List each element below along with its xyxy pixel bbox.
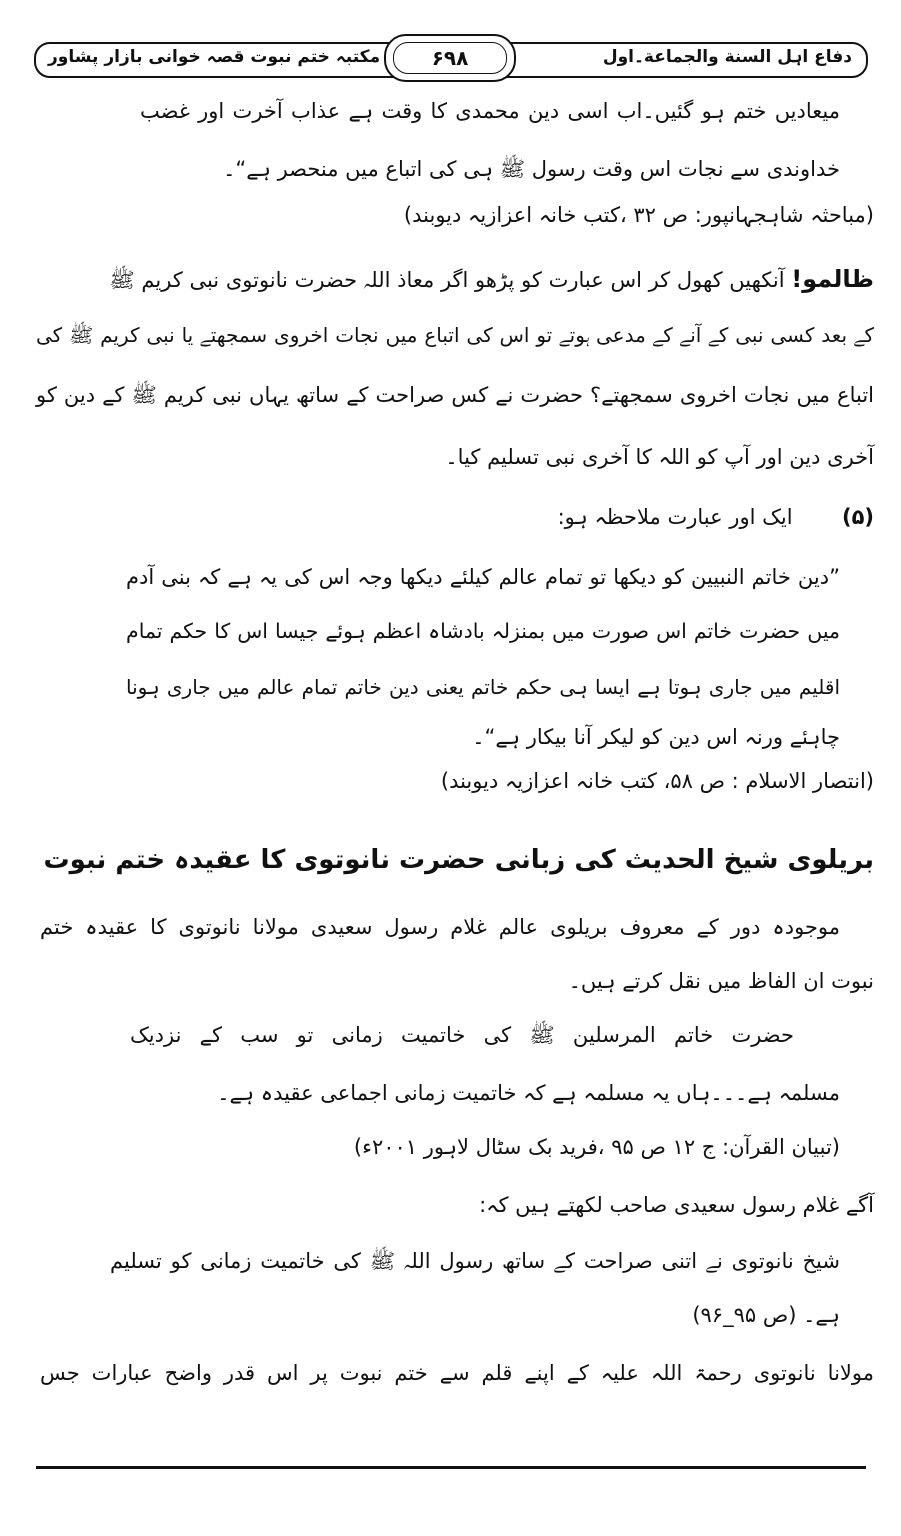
citation: (انتصار الاسلام : ص ۵۸، کتب خانہ اعزازیہ دیوبند) [440,769,874,793]
text-line: میعادیں ختم ہو گئیں۔اب اسی دین محمدی کا وقت ہے عذاب آخرت اور غضب [140,99,840,123]
text-segment: آنکھیں کھول کر اس عبارت کو پڑھو اگر معاذ اللہ حضرت نانوتوی نبی کریم ﷺ [109,268,785,292]
quote-line: مسلمہ ہے۔۔۔ہاں یہ مسلمہ ہے کہ خاتمیت زمانی اجماعی عقیدہ ہے۔ [217,1081,840,1105]
quote-line: شیخ نانوتوی نے اتنی صراحت کے ساتھ رسول اللہ ﷺ کی خاتمیت زمانی کو تسلیم [110,1249,840,1273]
quote-line: حضرت خاتم المرسلین ﷺ کی خاتمیت زمانی تو سب کے نزدیک [130,1023,794,1047]
quote-line: اقلیم میں جاری ہوتا ہے ایسا ہی حکم خاتم یعنی دین خاتم تمام عالم میں جاری ہونا [126,675,840,699]
item-line [36,500,874,534]
page-number: ۶۹۸ [393,42,507,74]
text-line: مولانا نانوتوی رحمۃ اللہ علیہ کے اپنے قلم سے ختم نبوت پر اس قدر واضح عبارات جس [40,1361,874,1385]
text-line: کے بعد کسی نبی کے آنے کے مدعی ہوتے تو اس کی اتباع میں نجات اخروی سمجھتے یا نبی کریم ﷺ کی [36,323,874,347]
citation: (مباحثہ شاہجہانپور: ص ۳۲ ،کتب خانہ اعزازیہ دیوبند) [403,203,874,227]
section-heading: بریلوی شیخ الحدیث کی زبانی حضرت نانوتوی کا عقیدہ ختم نبوت [43,845,874,875]
book-title: دفاع اہل السنة والجماعة۔اول [602,47,852,67]
page-header [34,34,866,80]
text-line: نبوت ان الفاظ میں نقل کرتے ہیں۔ [568,969,874,993]
quote-line: چاہئے ورنہ اس دین کو لیکر آنا بیکار ہے“۔ [472,725,840,749]
citation: (تبیان القرآن: ج ۱۲ ص ۹۵ ،فرید بک سٹال لاہور ۲۰۰۱ء) [353,1135,840,1159]
text-line: خداوندی سے نجات اس وقت رسول ﷺ ہی کی اتباع میں منحصر ہے“۔ [223,157,840,181]
quote-line: ”دین خاتم النبیین کو دیکھا تو تمام عالم کیلئے دیکھا وجہ اس کی یہ ہے کہ بنی آدم [126,565,840,589]
text-segment: ایک اور عبارت ملاحظہ ہو: [557,505,793,529]
quote-line: ہے۔ (ص ۹۵_۹۶) [692,1303,840,1327]
text-line: آخری دین اور آپ کو اللہ کا آخری نبی تسلیم کیا۔ [445,445,874,469]
quote-line: میں حضرت خاتم اس صورت میں بمنزلہ بادشاہ اعظم ہوئے جیسا اس کا حکم تمام [126,619,840,643]
footer-rule [36,1466,866,1469]
text-line [36,262,874,296]
zalimo-label: ظالمو! [791,265,874,293]
publisher-name: مکتبہ ختم نبوت قصہ خوانی بازار پشاور [48,47,381,67]
item-number: (۵) [841,505,874,529]
text-line: آگے غلام رسول سعیدی صاحب لکھتے ہیں کہ: [479,1193,874,1217]
text-line: موجودہ دور کے معروف بریلوی عالم غلام رسول سعیدی مولانا نانوتوی کا عقیدہ ختم [40,915,840,939]
text-line: اتباع میں نجات اخروی سمجھتے؟ حضرت نے کس صراحت کے ساتھ یہاں نبی کریم ﷺ کے دین کو [36,383,875,407]
page-number-badge [384,34,516,82]
